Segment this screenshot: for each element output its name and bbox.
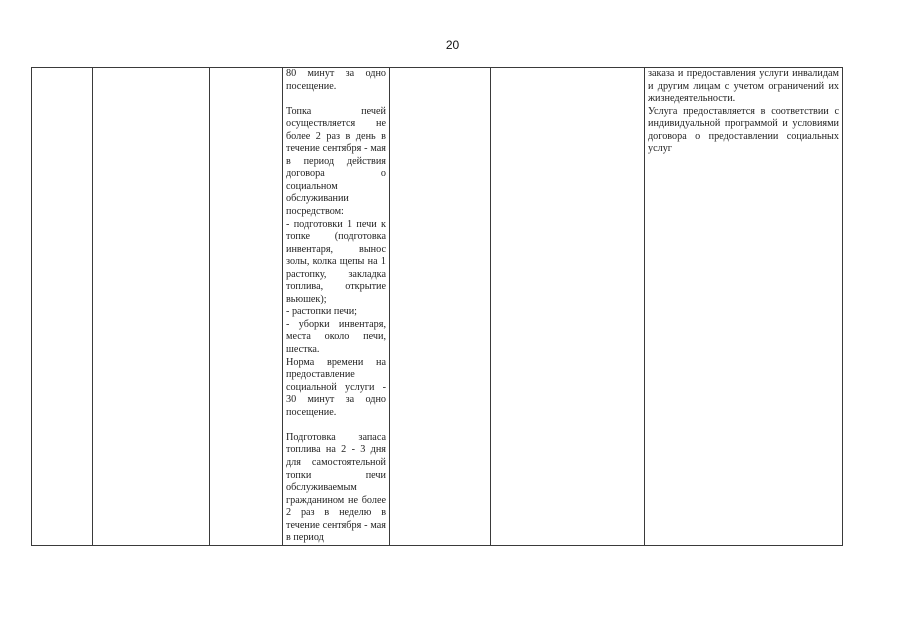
cell-service-description: [283, 68, 390, 546]
paragraph: Топка печей осуществляется не более 2 раз в день в течение сентября - мая в период действия договора о социальном обслуживании посредством:: [286, 105, 386, 218]
cell-indicators: [491, 68, 645, 546]
page-number: 20: [445, 38, 460, 52]
paragraph: - уборки инвентаря, места около печи, шестка.: [286, 318, 386, 356]
cell-deadline: [390, 68, 491, 546]
paragraph: 80 минут за одно посещение.: [286, 68, 386, 92]
paragraph: - растопки печи;: [286, 306, 358, 318]
paragraph: [286, 419, 386, 432]
paragraph: - подготовки 1 печи к топке (подготовка инвентаря, вынос золы, колка щепы на 1 растопку, закладка топлива, открытие вьюшек);: [286, 218, 386, 305]
paragraph: Услуга предоставляется в соответствии с индивидуальной программой и условиями договора о предоставлении социальных услуг: [648, 105, 839, 155]
paragraph: Норма времени на предоставление социальной услуги - 30 минут за одно посещение.: [286, 356, 386, 418]
service-description-text: [286, 68, 386, 545]
cell-code: [210, 68, 283, 546]
cell-conditions: [645, 68, 843, 546]
paragraph: Подготовка запаса топлива на 2 - 3 дня для самостоятельной топки печи обслуживаемым гражданином не более 2 раз в неделю в течение сентября - мая в период: [286, 431, 386, 544]
paragraph: заказа и предоставления услуги инвалидам и другим лицам с учетом ограничений их жизнедеятельности.: [648, 68, 839, 105]
cell-service-name: [93, 68, 210, 546]
paragraph: [286, 93, 386, 106]
conditions-text: [648, 68, 839, 156]
table-row: [32, 68, 843, 546]
cell-number: [32, 68, 93, 546]
services-table: [31, 67, 843, 546]
